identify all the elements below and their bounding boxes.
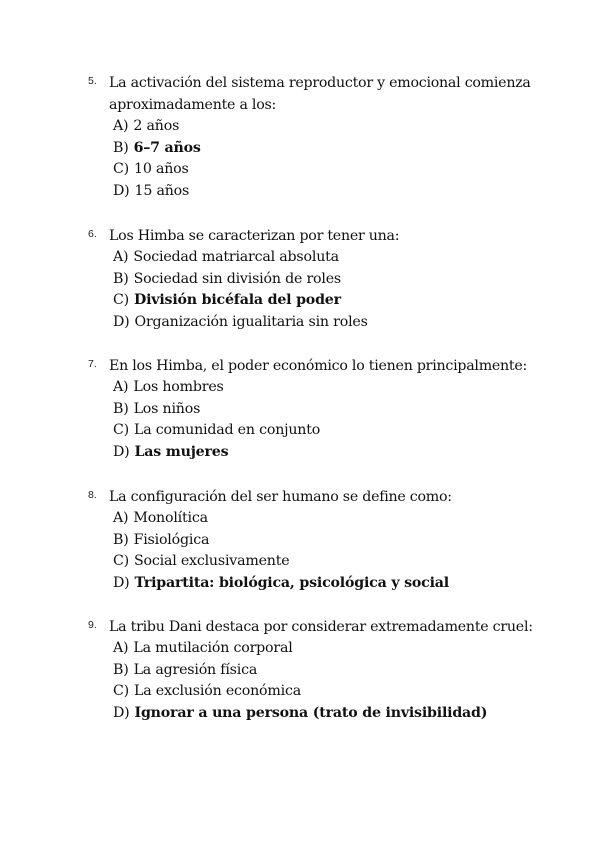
- question-number: 6.: [88, 228, 97, 240]
- option-a: [113, 116, 558, 138]
- option-letter: A): [113, 510, 129, 526]
- option-text: Las mujeres: [134, 444, 229, 461]
- option-text: La agresión física: [133, 661, 258, 678]
- option-letter: D): [113, 183, 130, 200]
- option-a: [113, 377, 558, 399]
- option-list: [113, 508, 558, 595]
- option-b-correct: [113, 138, 558, 160]
- question-number: 9.: [88, 619, 97, 631]
- option-text: Social exclusivamente: [134, 553, 290, 570]
- question-8: [88, 486, 558, 595]
- option-d-correct: [113, 573, 558, 595]
- option-text: Ignorar a una persona (trato de invisibilidad): [134, 705, 488, 722]
- option-c: [113, 551, 558, 573]
- option-letter: D): [113, 314, 130, 331]
- option-d: [113, 181, 558, 203]
- option-a: [113, 508, 558, 530]
- question-text: Los Himba se caracterizan por tener una:: [109, 228, 400, 244]
- option-a: [113, 247, 558, 269]
- option-letter: C): [113, 553, 129, 570]
- option-text: Organización igualitaria sin roles: [134, 314, 368, 331]
- option-d-correct: [113, 442, 558, 464]
- question-5: [88, 72, 558, 203]
- option-text: Tripartita: biológica, psicológica y social: [134, 575, 449, 592]
- option-letter: C): [113, 161, 129, 178]
- question-text: La activación del sistema reproductor y emocional comienza aproximadamente a los:: [109, 75, 531, 113]
- option-b: [113, 399, 558, 421]
- option-text: Sociedad matriarcal absoluta: [133, 249, 339, 265]
- question-text: La configuración del ser humano se define como:: [109, 489, 452, 505]
- option-letter: C): [113, 292, 129, 309]
- option-letter: A): [113, 249, 129, 265]
- question-number: 8.: [88, 489, 97, 501]
- option-letter: B): [113, 531, 129, 548]
- option-letter: B): [113, 661, 129, 678]
- option-letter: A): [113, 640, 129, 656]
- option-text: La mutilación corporal: [133, 640, 293, 656]
- option-text: Monolítica: [133, 510, 208, 526]
- option-text: 15 años: [134, 183, 190, 200]
- option-text: La exclusión económica: [134, 683, 301, 700]
- option-a: [113, 638, 558, 660]
- option-b: [113, 530, 558, 552]
- option-text: 6–7 años: [133, 139, 201, 156]
- option-list: [113, 638, 558, 725]
- option-b: [113, 660, 558, 682]
- option-c: [113, 159, 558, 181]
- option-letter: D): [113, 444, 130, 461]
- option-letter: B): [113, 139, 129, 156]
- option-d-correct: [113, 703, 558, 725]
- option-letter: D): [113, 705, 130, 722]
- option-letter: A): [113, 379, 129, 395]
- option-c: [113, 681, 558, 703]
- question-number: 5.: [88, 75, 97, 87]
- question-6: [88, 225, 558, 334]
- option-text: Los hombres: [133, 379, 224, 395]
- option-letter: B): [113, 270, 129, 287]
- option-letter: C): [113, 422, 129, 439]
- question-text: La tribu Dani destaca por considerar extremadamente cruel:: [109, 619, 533, 635]
- question-9: [88, 616, 558, 725]
- option-list: [113, 116, 558, 203]
- option-b: [113, 269, 558, 291]
- option-text: Los niños: [133, 400, 201, 417]
- option-c-correct: [113, 290, 558, 312]
- question-text: En los Himba, el poder económico lo tienen principalmente:: [109, 358, 528, 374]
- option-list: [113, 377, 558, 464]
- option-text: 2 años: [133, 118, 180, 134]
- question-number: 7.: [88, 358, 97, 370]
- option-text: La comunidad en conjunto: [134, 422, 321, 439]
- option-text: Fisiológica: [133, 531, 210, 548]
- option-text: 10 años: [134, 161, 189, 178]
- question-7: [88, 355, 558, 464]
- option-list: [113, 247, 558, 334]
- option-text: Sociedad sin división de roles: [133, 270, 342, 287]
- option-d: [113, 312, 558, 334]
- option-text: División bicéfala del poder: [134, 292, 341, 309]
- option-letter: D): [113, 575, 130, 592]
- option-letter: C): [113, 683, 129, 700]
- option-letter: A): [113, 118, 129, 134]
- option-letter: B): [113, 400, 129, 417]
- option-c: [113, 420, 558, 442]
